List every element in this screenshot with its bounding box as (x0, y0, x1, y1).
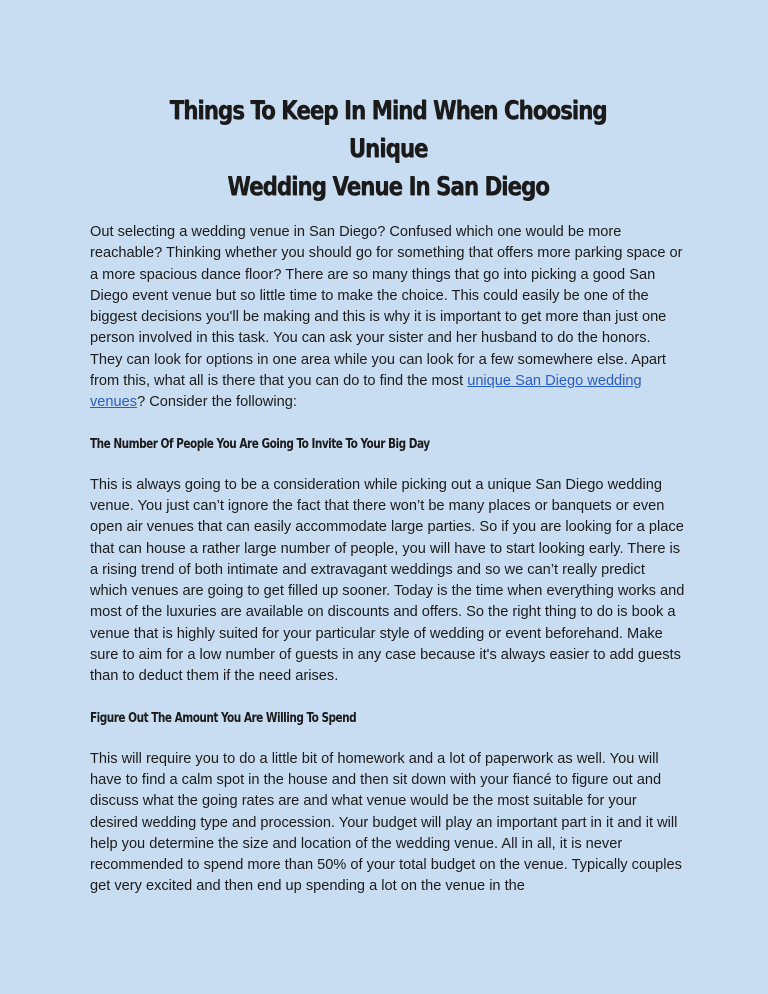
title-line-2: Wedding Venue In San Diego (227, 172, 549, 202)
venues-link[interactable]: unique San Diego wedding venues (90, 373, 642, 411)
spacer (90, 414, 686, 434)
intro-text: Out selecting a wedding venue in San Diego? Confused which one would be more reachable? Thinking whether you should go for something that offers more parking space or a more spacious dance floor? There are so many things that go into picking a good San Diego event venue but so little time to make the choice. This could easily be one of the biggest decisions you'll be making and this is why it is important to get more than just one person involved in this task. You can ask your sister and her husband to do the honors. They can look for options in one area while you can look for a few somewhere else. Apart from this, what all is there that you can do to find the most (90, 224, 683, 390)
document-title (144, 92, 633, 206)
section-heading-budget: Figure Out The Amount You Are Willing To Spend (90, 709, 357, 726)
spacer (90, 688, 686, 708)
intro-text-end: ? Consider the following: (137, 394, 297, 411)
budget-paragraph: This will require you to do a little bit of homework and a lot of paperwork as well. You will have to find a calm spot in the house and then sit down with your fiancé to figure out and discuss what the going rates are and what venue would be the most suitable for your desired wedding type and procession. Your budget will play an important part in it and it will help you determine the size and location of the wedding venue. All in all, it is never recommended to spend more than 50% of your total budget on the venue. Typically couples get very excited and then end up spending a lot on the venue in the (90, 750, 682, 895)
section-heading-guests: The Number Of People You Are Going To Invite To Your Big Day (90, 435, 430, 452)
intro-paragraph (90, 222, 686, 414)
spacer (90, 728, 686, 749)
title-line-1: Things To Keep In Mind When Choosing Unique (169, 96, 607, 164)
guests-paragraph: This is always going to be a consideration while picking out a unique San Diego wedding venue. You just can’t ignore the fact that there won’t be many places or banquets or even open air venues that can easily accommodate large parties. So if you are looking for a place that can house a rather large number of people, you will have to start looking early. There is a rising trend of both intimate and extravagant weddings and so we can’t really predict which venues are going to get filled up sooner. Today is the time when everything works and most of the luxuries are available on discounts and offers. So the right thing to do is book a venue that is highly suited for your particular style of wedding or event beforehand. Make sure to aim for a low number of guests in any case because it's always easier to add guests than to deduct them if the need arises. (90, 476, 685, 685)
spacer (90, 454, 686, 475)
document-page (90, 92, 686, 898)
